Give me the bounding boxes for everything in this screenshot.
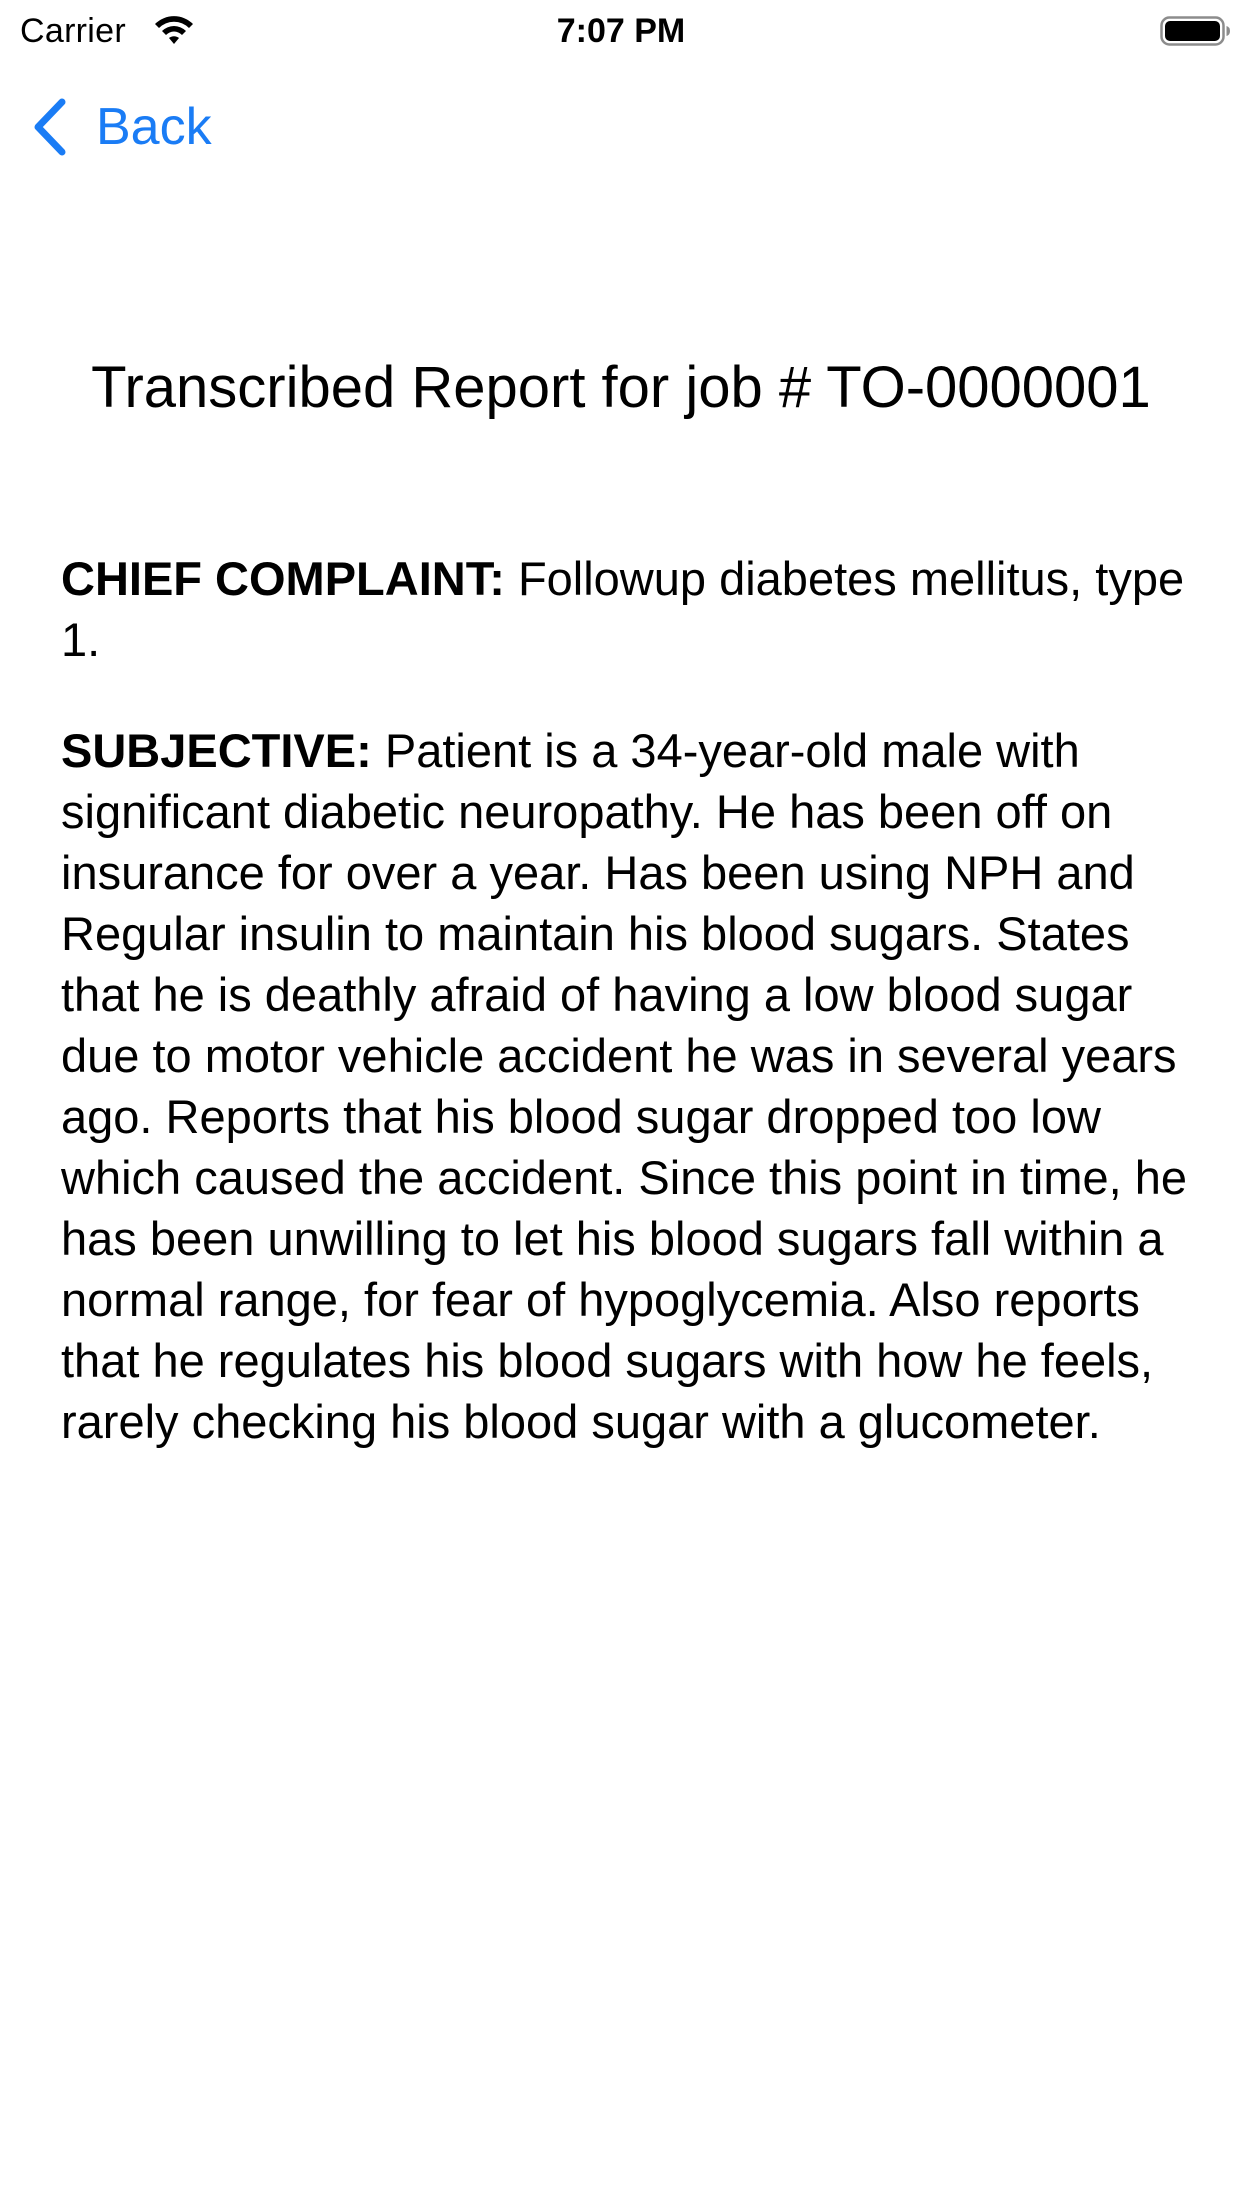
- section-text: Patient is a 34-year-old male with significant diabetic neuropathy. He has been off on insurance for over a year. Has been using NPH and Regular insulin to maintain his blood sugars. States that he is deathly afraid of having a low blood sugar due to motor vehicle accident he was in several years ago. Reports that his blood sugar dropped too low which caused the accident. Since this point in time, he has been unwilling to let his blood sugars fall within a normal range, for fear of hypoglycemia. Also reports that he regulates his blood sugars with how he feels, rarely checking his blood sugar with a glucometer.: [61, 724, 1188, 1448]
- back-label: Back: [96, 98, 212, 156]
- report-body: [61, 548, 1201, 1502]
- report-section-chief-complaint: [61, 548, 1201, 670]
- report-title: Transcribed Report for job # TO-0000001: [91, 355, 1151, 420]
- carrier-label: Carrier: [20, 12, 126, 50]
- battery-icon: [1160, 14, 1232, 48]
- status-bar: [0, 0, 1242, 62]
- section-label: SUBJECTIVE:: [61, 724, 372, 777]
- section-label: CHIEF COMPLAINT:: [61, 552, 505, 605]
- back-button[interactable]: [30, 92, 212, 162]
- section-text: Followup diabetes mellitus, type 1.: [61, 552, 1185, 666]
- status-time: 7:07 PM: [556, 12, 686, 50]
- report-section-subjective: [61, 720, 1201, 1452]
- chevron-left-icon: [30, 96, 70, 158]
